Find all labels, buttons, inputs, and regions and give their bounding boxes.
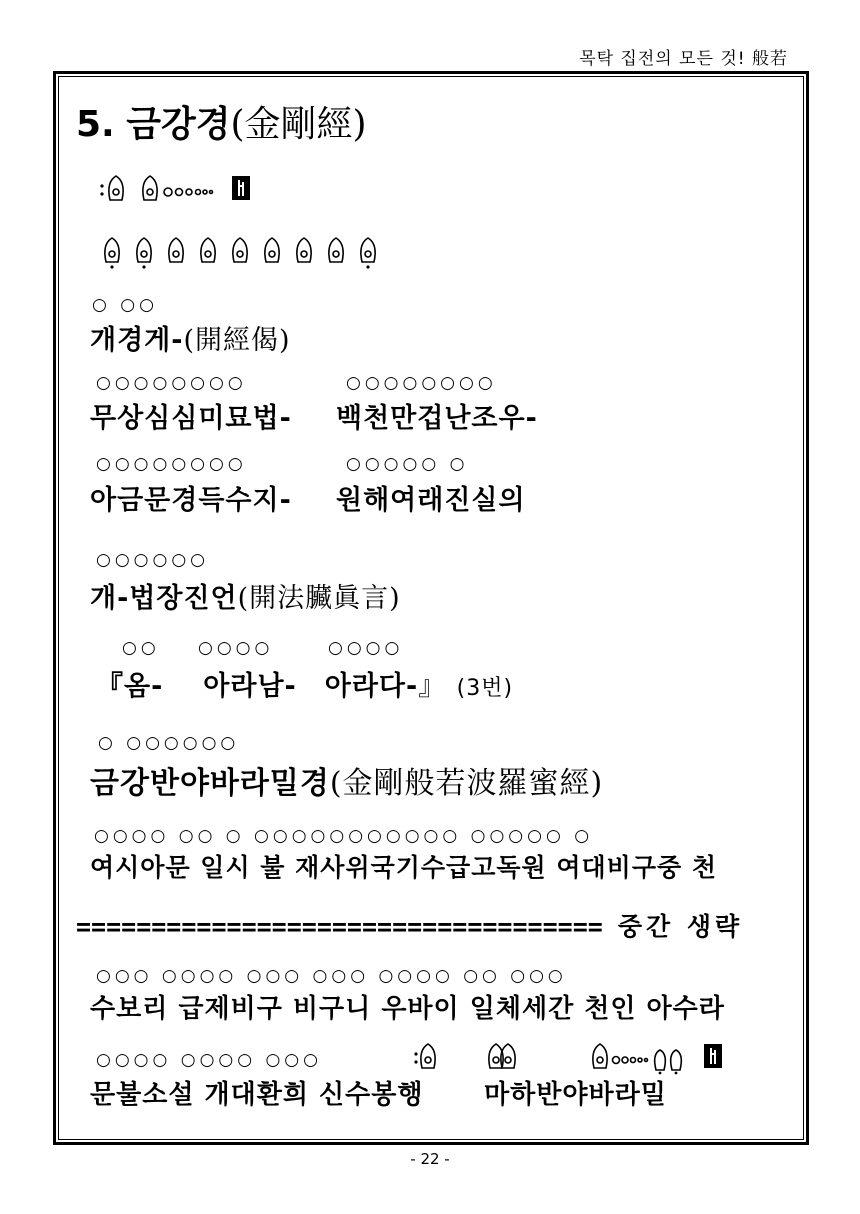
beat-circles: ○○○○○○○○ [96, 373, 247, 393]
chant-text: 마하반야바라밀 [484, 1080, 667, 1110]
omission-label: 중간 생략 [617, 912, 744, 941]
beat-circles: ○○○○○○ [96, 550, 210, 570]
repeat-count: (3번) [456, 676, 514, 701]
beat-circles: ○○○○ [198, 638, 274, 658]
chant-text: 금강반야바라밀경 [90, 766, 330, 801]
section-title-korean: 금강경 [126, 104, 231, 145]
beat-circles: ○○○○○○○○ [346, 373, 497, 393]
section-number: 5. [76, 104, 115, 145]
chant-line-gaegyeongge [90, 318, 291, 357]
beat-circles: ○○○○ ○○○○ ○○○ [96, 1050, 322, 1070]
chant-text: 여시아문 일시 불 재사위국기수급고독원 여대비구중 천 [90, 853, 717, 882]
beat-circles: ○○○ ○○○○ ○○○ ○○○ ○○○○ ○○ ○○○ [96, 966, 567, 986]
beat-circles: ○○○○ [328, 638, 404, 658]
chant-text: 아라남- [203, 671, 297, 702]
chant-text: 아금문경득수지- [90, 485, 292, 516]
beat-circles: ○ ○○○○○○ [98, 733, 240, 753]
beat-circles: ○○○○ ○○ ○ ○○○○○○○○○○○ ○○○○○ ○ [94, 826, 594, 846]
divider-rule: =================================== [76, 912, 603, 941]
chant-text: 문불소설 개대환희 신수봉행 [90, 1080, 424, 1110]
section-title [76, 96, 367, 147]
chant-hanja: (開經偈) [183, 325, 291, 356]
chant-text: 수보리 급제비구 비구니 우바이 일체세간 천인 아수라 [90, 994, 725, 1024]
chant-text: 무상심심미묘법- [90, 403, 292, 434]
chant-text: 백천만겁난조우- [336, 403, 538, 434]
beat-circles: ○○○○○○○○ [96, 454, 247, 474]
section-title-hanja: (金剛經) [230, 104, 367, 145]
page-number: - 22 - [410, 1150, 450, 1168]
beat-circles: ○○○○○ ○ [346, 454, 469, 474]
chant-text: 아라다- [324, 671, 419, 702]
moktak-notation-row-1 [98, 170, 258, 206]
chant-text: 개-법장진언 [90, 583, 238, 614]
chant-hanja: (開法臟眞言) [237, 583, 401, 614]
chant-text: 개경게- [90, 325, 184, 356]
chant-line-sutra-title [90, 758, 603, 802]
chant-text: 『옴- [96, 671, 164, 702]
chant-hanja: (金剛般若波羅蜜經) [329, 766, 604, 801]
moktak-notation-row-3 [412, 1040, 732, 1074]
running-header: 목탁 집전의 모든 것! 般若 [579, 49, 788, 69]
chant-bracket: 』 [418, 671, 447, 702]
moktak-notation-row-2 [104, 234, 394, 270]
beat-circles: ○ ○○ [92, 295, 158, 315]
beat-circles: ○○ [122, 638, 160, 658]
omission-divider [76, 907, 743, 943]
chant-text: 원해여래진실의 [336, 485, 526, 516]
chant-line-gaebeopjang [90, 576, 401, 615]
mantra-line [96, 664, 513, 703]
